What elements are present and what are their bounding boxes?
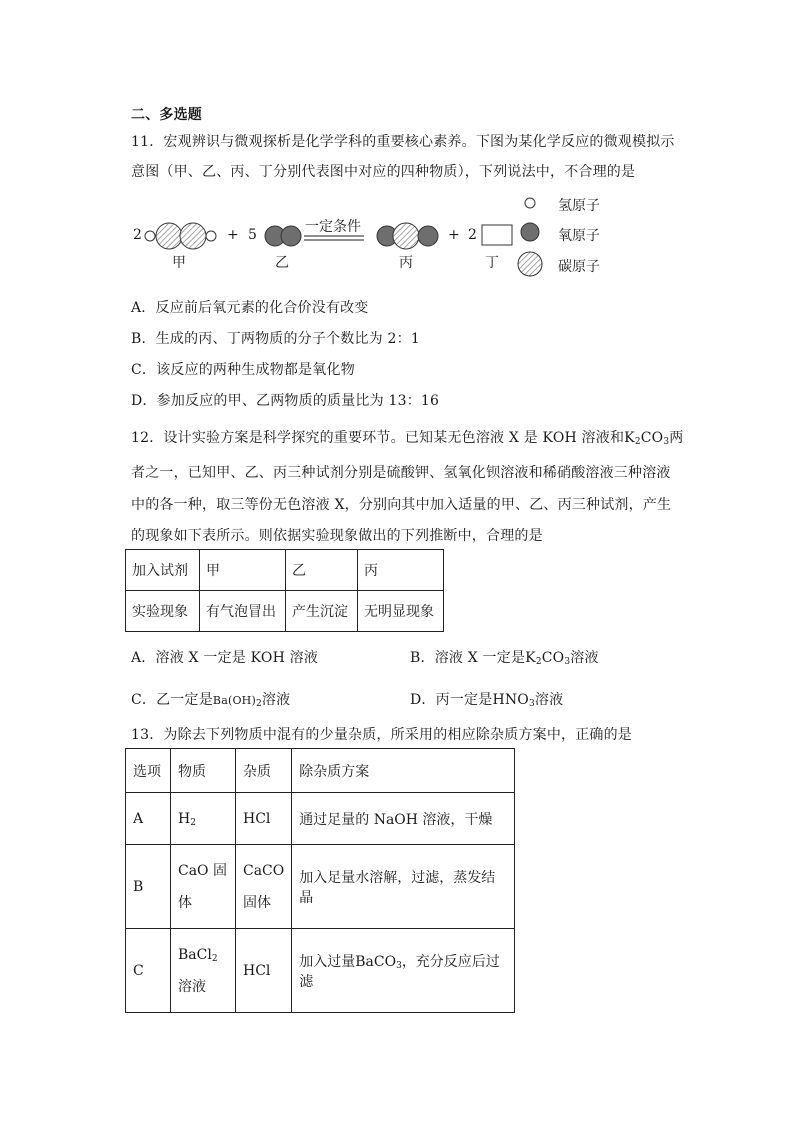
table-cell: 通过足量的 NaOH 溶液，干燥 [292,793,515,845]
q12-option-b-end: 溶液 [570,650,599,666]
q12-option-c [131,689,290,709]
plus-1: + [227,227,239,243]
table-cell: 产生沉淀 [286,591,358,632]
label-ding: 丁 [485,255,499,271]
cell-line: 固体 [243,894,271,911]
molecule-yi [265,226,301,246]
q12-option-c-end: 溶液 [261,692,291,708]
formula-baco-sub: 3 [396,960,402,971]
table-cell: 丙 [358,550,444,591]
table-cell: A [126,793,171,845]
q12-option-d [410,689,563,709]
table-cell [171,793,236,845]
formula-k-sub: 2 [535,657,542,667]
table-row [126,845,515,929]
table-header-cell: 杂质 [236,749,292,793]
table-row [126,550,444,591]
table-header-cell: 物质 [171,749,236,793]
q12-option-c-text: C．乙一定是 [131,692,213,708]
legend-hydrogen-atom-icon [525,198,535,208]
formula-co-sub: 3 [663,437,670,447]
q12-option-a: A．溶液 X 一定是 KOH 溶液 [131,650,319,666]
reaction-condition-line [304,236,364,240]
q12-stem-line3: 中的各一种，取三等份无色溶液 X，分别向其中加入适量的甲、乙、丙三种试剂，产生 [131,497,672,513]
table-cell: 加入足量水溶解，过滤，蒸发结晶 [292,845,515,929]
molecule-bing [377,223,438,249]
table-row [126,793,515,845]
cell-line [178,939,228,971]
table-row [126,749,515,793]
table-cell: 加入试剂 [126,550,200,591]
table-cell: 有气泡冒出 [200,591,286,632]
legend-carbon-label: 碳原子 [558,259,600,275]
legend-carbon-atom-icon [518,252,542,276]
table-row [126,929,515,1013]
cell-line: CaCO [243,862,285,879]
formula-k-sub: 2 [634,437,641,447]
table-cell: B [126,845,171,929]
molecule-ding-box [482,225,512,245]
q13-table [125,748,515,1013]
table-cell: HCl [236,929,292,1013]
formula-baco: BaCO [355,953,397,970]
label-jia: 甲 [172,255,186,271]
formula-h: H [178,810,191,827]
table-header-cell: 选项 [126,749,171,793]
q11-option-b: B．生成的丙、丁两物质的分子个数比为 2：1 [131,331,420,347]
formula-bacl: BaCl [178,946,212,963]
formula-h-sub: 2 [190,817,196,828]
table-cell: 实验现象 [126,591,200,632]
q12-option-d-end: 溶液 [534,692,564,708]
formula-co: CO [640,430,664,446]
q13-stem: 13．为除去下列物质中混有的少量杂质，所采用的相应除杂质方案中，正确的是 [131,727,633,743]
formula-hno-sub: 3 [528,699,535,709]
coef-jia: 2 [133,227,142,243]
label-bing: 丙 [399,255,413,271]
formula-hno: HNO [492,692,529,708]
table-cell: 甲 [200,550,286,591]
coef-ding: 2 [468,227,477,243]
method-text-end: ，充分反应后过滤 [299,953,500,990]
plus-2: + [448,227,460,243]
cell-line: CaO 固 [178,862,227,879]
table-cell: HCl [236,793,292,845]
table-cell [171,929,236,1013]
q11-option-a: A．反应前后氧元素的化合价没有改变 [131,300,369,316]
table-cell [171,845,236,929]
legend-hydrogen-label: 氢原子 [558,198,600,214]
formula-co: CO [541,650,565,666]
q12-stem-line1 [131,427,684,447]
table-cell: 乙 [286,550,358,591]
reaction-condition: 一定条件 [305,219,361,235]
formula-bacl-sub: 2 [211,953,218,964]
section-title: 二、多选题 [131,107,202,123]
legend-oxygen-label: 氧原子 [558,228,600,244]
table-cell: C [126,929,171,1013]
formula-co-sub: 3 [564,657,571,667]
q12-option-b-text: B．溶液 X 一定是 [410,650,526,666]
table-header-cell: 除杂质方案 [292,749,515,793]
cell-line: 溶液 [178,978,206,995]
q11-stem-line1: 11．宏观辨识与微观探析是化学学科的重要核心素养。下图为某化学反应的微观模拟示 [131,134,675,150]
formula-baoh-sub: 2 [255,699,262,709]
q12-stem-line2: 者之一，已知甲、乙、丙三种试剂分别是硫酸钾、氢氧化钡溶液和稀硝酸溶液三种溶液 [131,465,671,481]
coef-yi: 5 [248,227,257,243]
formula-baoh: Ba(OH) [212,694,256,707]
q11-option-d: D．参加反应的甲、乙两物质的质量比为 13：16 [131,393,440,409]
q12-stem-line1-end: 两 [669,430,684,446]
formula-k: K [624,430,635,446]
q11-option-c: C．该反应的两种生成物都是氧化物 [131,362,355,378]
q12-table [125,549,444,632]
table-cell: 无明显现象 [358,591,444,632]
table-cell [292,929,515,1013]
table-cell [236,845,292,929]
q11-stem-line2: 意图（甲、乙、丙、丁分别代表图中对应的四种物质），下列说法中，不合理的是 [131,164,636,180]
cell-line: 体 [178,894,192,911]
label-yi: 乙 [275,255,289,271]
molecule-jia [145,223,216,249]
formula-k: K [525,650,536,666]
table-row [126,591,444,632]
method-text: 加入过量 [299,953,356,970]
q12-option-d-text: D．丙一定是 [410,692,493,708]
q12-option-b [410,647,599,667]
legend-oxygen-atom-icon [521,223,539,241]
q12-stem-line1-text: 12．设计实验方案是科学探究的重要环节。已知某无色溶液 X 是 KOH 溶液和 [131,430,625,446]
q12-stem-line4: 的现象如下表所示。则依据实验现象做出的下列推断中，合理的是 [131,528,543,544]
